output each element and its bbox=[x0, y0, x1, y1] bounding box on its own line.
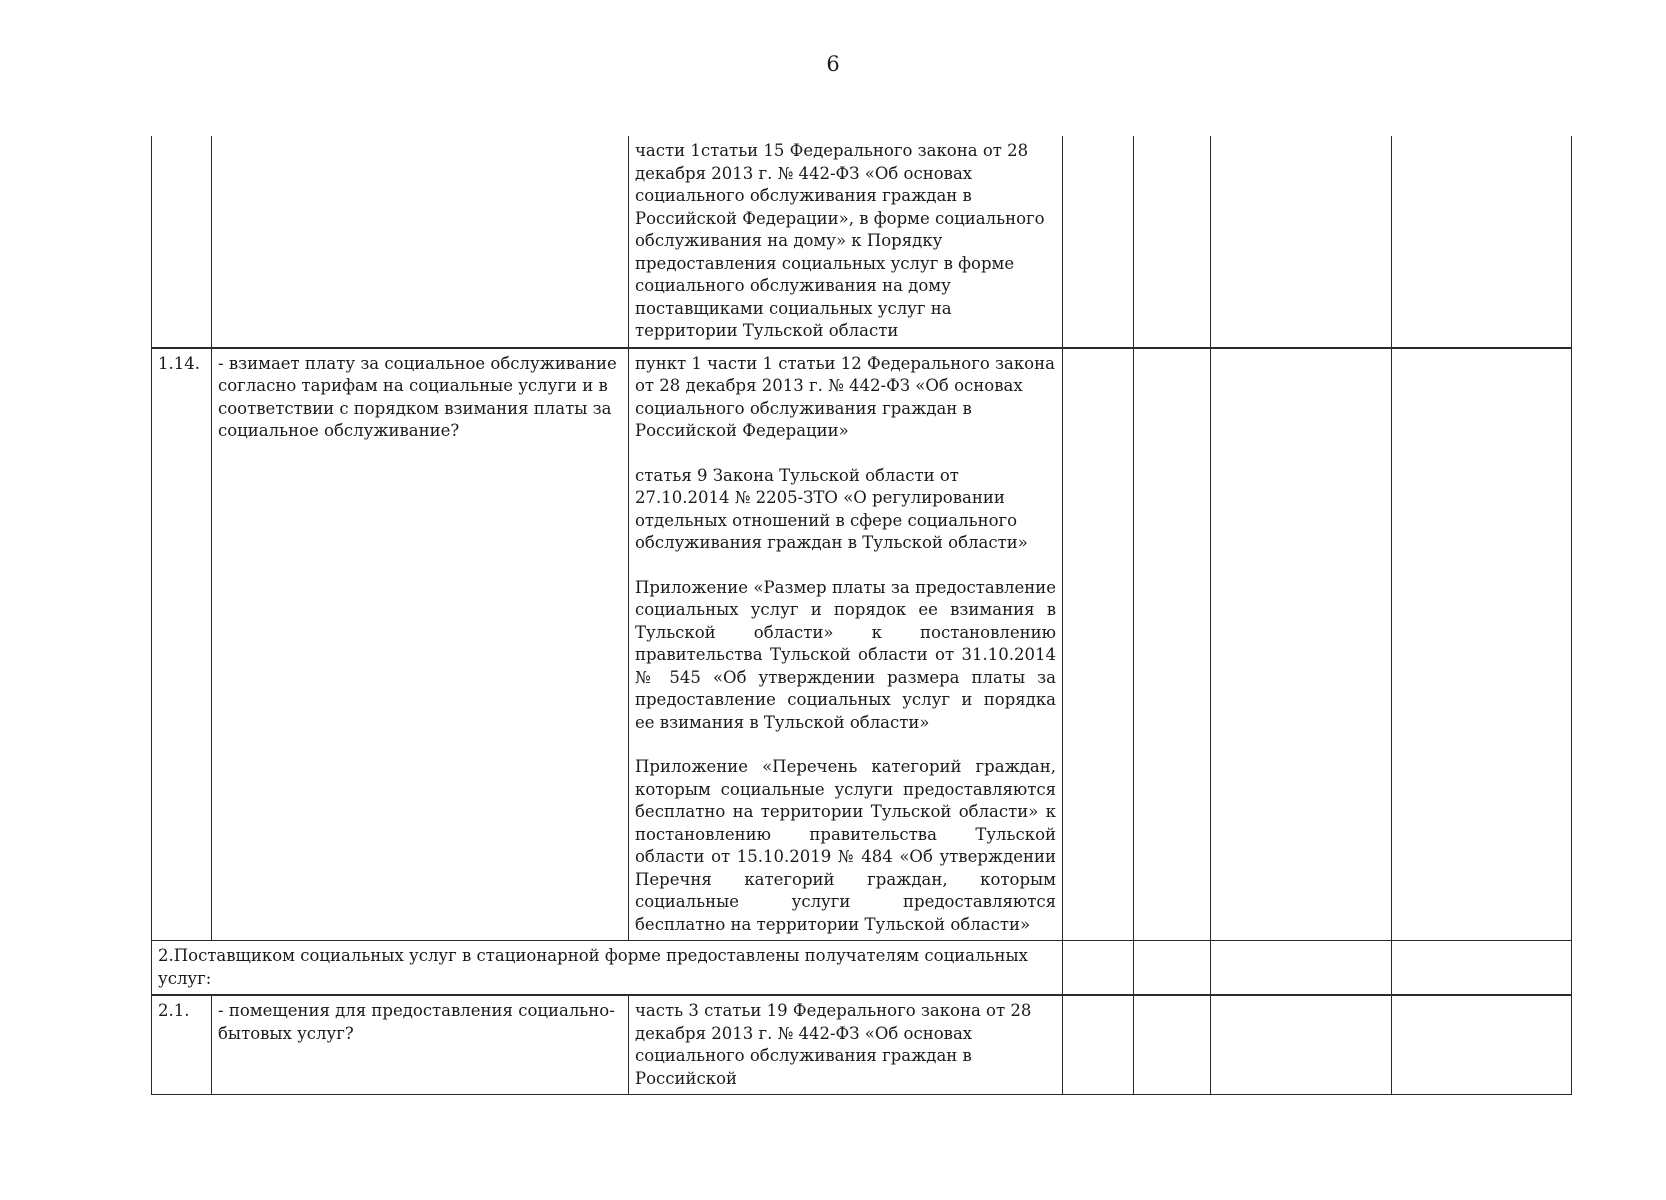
table-row bbox=[152, 136, 1572, 348]
note-cell bbox=[1392, 348, 1572, 941]
not-applicable-cell bbox=[1211, 941, 1392, 996]
legal-basis-cell bbox=[629, 348, 1063, 941]
legal-basis-cell: части 1статьи 15 Федерального закона от 28 декабря 2013 г. № 442-ФЗ «Об основах социального обслуживания граждан в Российской Федерации», в форме социального обслуживания на дому» к Порядку предоставления социальных услуг в форме социального обслуживания на дому поставщиками социальных услуг на территории Тульской области bbox=[629, 136, 1063, 348]
answer-no-cell bbox=[1134, 941, 1211, 996]
answer-no-cell bbox=[1134, 995, 1211, 1095]
question-cell bbox=[212, 136, 629, 348]
answer-yes-cell bbox=[1063, 136, 1134, 348]
question-cell: - взимает плату за социальное обслуживание согласно тарифам на социальные услуги и в соответствии с порядком взимания платы за социальное обслуживание? bbox=[212, 348, 629, 941]
answer-yes-cell bbox=[1063, 348, 1134, 941]
section-header-row bbox=[152, 941, 1572, 996]
item-number-cell: 1.14. bbox=[152, 348, 212, 941]
legal-basis-paragraph: пункт 1 части 1 статьи 12 Федерального закона от 28 декабря 2013 г. № 442-ФЗ «Об основах социального обслуживания граждан в Российской Федерации» bbox=[635, 353, 1055, 440]
legal-basis-paragraph: Приложение «Размер платы за предоставление социальных услуг и порядок ее взимания в Тульской области» к постановлению правительства Тульской области от 31.10.2014 № 545 «Об утверждении размера платы за предоставление социальных услуг и порядка ее взимания в Тульской области» bbox=[635, 577, 1056, 732]
question-cell: - помещения для предоставления социально-бытовых услуг? bbox=[212, 995, 629, 1095]
legal-basis-cell: часть 3 статьи 19 Федерального закона от 28 декабря 2013 г. № 442-ФЗ «Об основах социального обслуживания граждан в Российской bbox=[629, 995, 1063, 1095]
answer-no-cell bbox=[1134, 348, 1211, 941]
item-number-cell: 2.1. bbox=[152, 995, 212, 1095]
item-number-cell bbox=[152, 136, 212, 348]
legal-basis-paragraph: статья 9 Закона Тульской области от 27.10.2014 № 2205-ЗТО «О регулировании отдельных отношений в сфере социального обслуживания граждан в Тульской области» bbox=[635, 465, 1028, 552]
checklist-table bbox=[151, 136, 1572, 1095]
section-title: 2.Поставщиком социальных услуг в стационарной форме предоставлены получателям социальных услуг: bbox=[152, 941, 1063, 996]
table-row bbox=[152, 995, 1572, 1095]
table-row bbox=[152, 348, 1572, 941]
note-cell bbox=[1392, 995, 1572, 1095]
page-number: 6 bbox=[826, 52, 840, 76]
not-applicable-cell bbox=[1211, 136, 1392, 348]
answer-yes-cell bbox=[1063, 995, 1134, 1095]
legal-basis-paragraph: Приложение «Перечень категорий граждан, которым социальные услуги предоставляются бесплатно на территории Тульской области» к постановлению правительства Тульской области от 15.10.2019 № 484 «Об утверждении Перечня категорий граждан, которым социальные услуги предоставляются бесплатно на территории Тульской области» bbox=[635, 757, 1056, 934]
note-cell bbox=[1392, 136, 1572, 348]
note-cell bbox=[1392, 941, 1572, 996]
answer-yes-cell bbox=[1063, 941, 1134, 996]
not-applicable-cell bbox=[1211, 348, 1392, 941]
answer-no-cell bbox=[1134, 136, 1211, 348]
not-applicable-cell bbox=[1211, 995, 1392, 1095]
